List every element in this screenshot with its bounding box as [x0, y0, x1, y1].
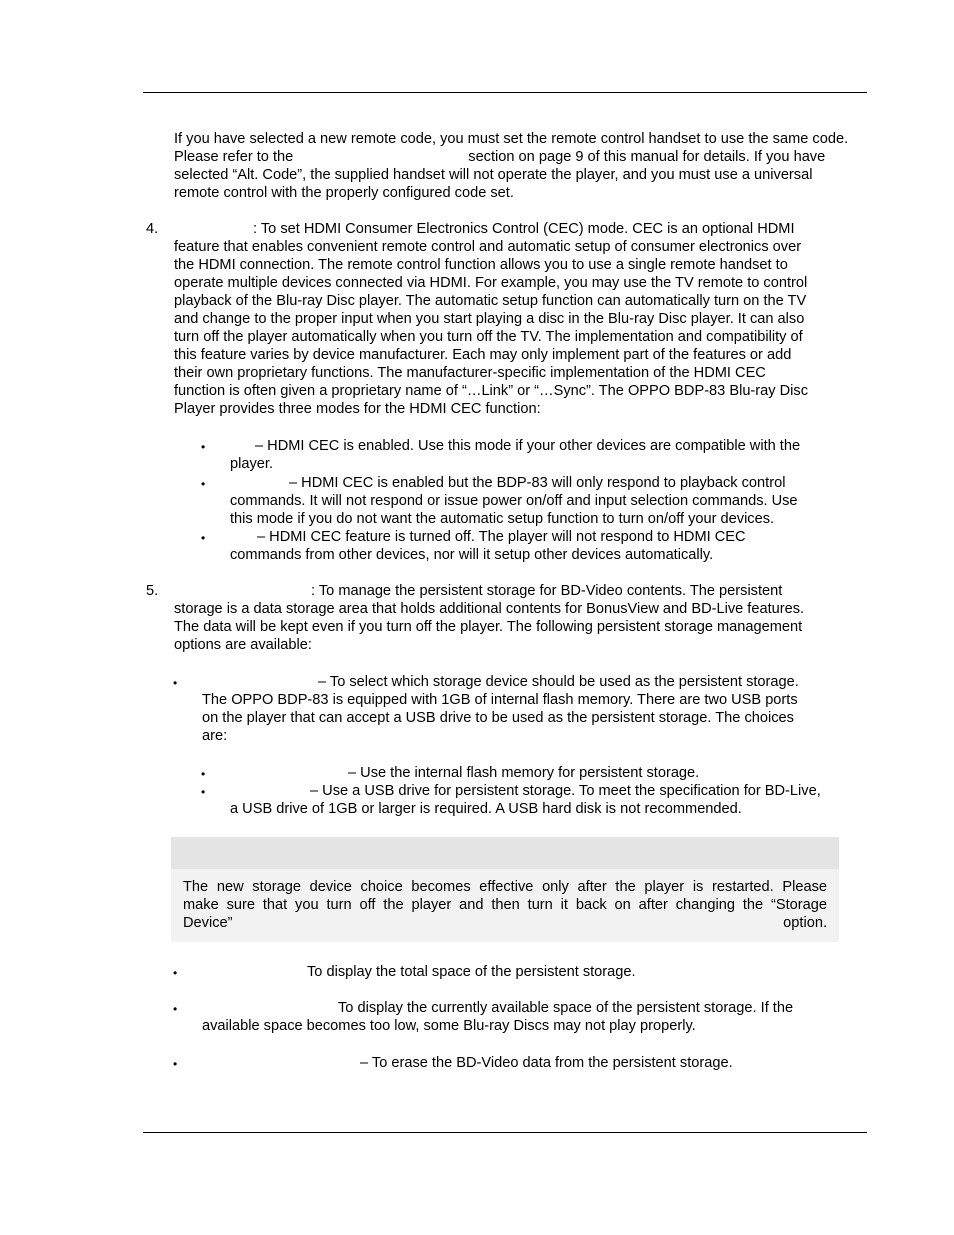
cec-mode-off: – HDMI CEC feature is turned off. The player will not respond to HDMI CEC commands from other devices, nor will it setup other devices automatically.	[230, 529, 746, 563]
item5-line: storage is a data storage area that holds additional contents for BonusView and BD-Live features.	[174, 601, 805, 617]
cec-mode-on: – HDMI CEC is enabled. Use this mode if your other devices are compatible with the player.	[230, 438, 801, 472]
item-number: 5.	[146, 583, 159, 599]
intro-paragraph	[174, 130, 848, 202]
intro-line: remote control with the properly configured code set.	[174, 185, 514, 201]
bullet-icon: •	[201, 477, 206, 491]
item4-line: and change to the proper input when you start playing a disc in the Blu-ray Disc player. It can also	[174, 311, 805, 327]
bullet-icon: •	[173, 966, 178, 980]
item4-line: the HDMI connection. The remote control function allows you to use a single remote handset to	[174, 257, 788, 273]
intro-line: Please refer to the section on page 9 of this manual for details. If you have	[174, 149, 826, 165]
note-header-bar	[171, 837, 839, 869]
item4-line: operate multiple devices connected via HDMI. For example, you may use the TV remote to control	[174, 275, 808, 291]
header-rule	[143, 92, 867, 93]
item5-paragraph	[174, 582, 804, 654]
item4-line: this feature varies by device manufacturer. Each may only implement part of the features or add	[174, 347, 792, 363]
item4-line: playback of the Blu-ray Disc player. The automatic setup function can automatically turn on the TV	[174, 293, 807, 309]
item5-lead: : To manage the persistent storage for BD-Video contents. The persistent	[311, 583, 783, 599]
footer-rule	[143, 1132, 867, 1133]
item-number: 4.	[146, 221, 159, 237]
item4-paragraph	[174, 220, 808, 418]
total-space-option: To display the total space of the persistent storage.	[307, 964, 636, 980]
note-text: The new storage device choice becomes effective only after the player is restarted. Please make sure that you turn off the player and then turn it back on after changing the “Storage Device” option.	[183, 879, 827, 931]
storage-device-option: – To select which storage device should be used as the persistent storage. The OPPO BDP-83 is equipped with 1GB of internal flash memory. There are two USB ports on the player that can accept a USB drive to be used as the persistent storage. The choices are:	[202, 674, 799, 744]
item4-line: Player provides three modes for the HDMI CEC function:	[174, 401, 541, 417]
item5-line: The data will be kept even if you turn off the player. The following persistent storage management	[174, 619, 803, 635]
erase-option: – To erase the BD-Video data from the persistent storage.	[360, 1055, 733, 1071]
cec-mode-limited: – HDMI CEC is enabled but the BDP-83 will only respond to playback control commands. It will not respond or issue power on/off and input selection commands. Use this mode if you do not want the automatic setup function to turn on/off your devices.	[230, 475, 798, 527]
item4-line: feature that enables convenient remote control and automatic setup of consumer electronics over	[174, 239, 802, 255]
bullet-icon: •	[201, 785, 206, 799]
note-box	[171, 869, 839, 942]
bullet-icon: •	[201, 440, 206, 454]
available-space-option: To display the currently available space of the persistent storage. If the available space becomes too low, some Blu-ray Discs may not play properly.	[202, 1000, 794, 1034]
item4-line: function is often given a proprietary name of “…Link” or “…Sync”. The OPPO BDP-83 Blu-ray Disc	[174, 383, 808, 399]
item4-lead: : To set HDMI Consumer Electronics Control (CEC) mode. CEC is an optional HDMI	[253, 221, 795, 237]
bullet-icon: •	[201, 767, 206, 781]
item4-line: turn off the player automatically when you turn off the TV. The implementation and compatibility of	[174, 329, 803, 345]
item4-line: their own proprietary functions. The manufacturer-specific implementation of the HDMI CEC	[174, 365, 766, 381]
intro-line: If you have selected a new remote code, you must set the remote control handset to use the same code.	[174, 131, 849, 147]
storage-choice-usb: – Use a USB drive for persistent storage. To meet the specification for BD-Live, a USB drive of 1GB or larger is required. A USB hard disk is not recommended.	[230, 783, 821, 817]
bullet-icon: •	[173, 1057, 178, 1071]
bullet-icon: •	[173, 676, 178, 690]
storage-choice-internal: – Use the internal flash memory for persistent storage.	[348, 765, 700, 781]
bullet-icon: •	[201, 531, 206, 545]
intro-line: selected “Alt. Code”, the supplied handset will not operate the player, and you must use a universal	[174, 167, 813, 183]
item5-line: options are available:	[174, 637, 312, 653]
bullet-icon: •	[173, 1002, 178, 1016]
